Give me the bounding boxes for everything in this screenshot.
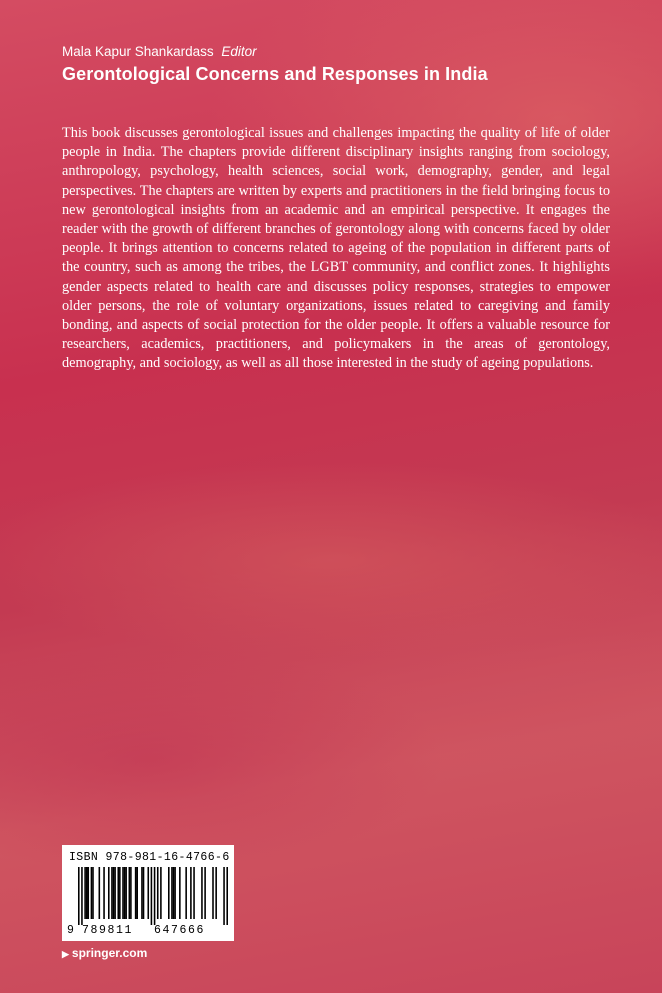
barcode-bar <box>129 867 131 919</box>
barcode-bar <box>168 867 170 919</box>
barcode-bar <box>125 867 127 919</box>
barcode-bar <box>143 867 145 919</box>
barcode-bar <box>223 867 225 925</box>
barcode-bar <box>136 867 138 919</box>
barcode-bar <box>157 867 159 919</box>
barcode-bar <box>226 867 228 925</box>
triangle-right-icon: ▶ <box>62 949 69 959</box>
isbn-label: ISBN 978-981-16-4766-6 <box>69 851 230 864</box>
barcode-bar <box>147 867 149 919</box>
barcode-bar <box>122 867 124 919</box>
barcode-bar <box>173 867 175 919</box>
barcode-bar <box>193 867 195 919</box>
barcode-bar <box>160 867 162 919</box>
barcode-first-digit: 9 <box>67 924 74 937</box>
barcode-bar <box>99 867 101 919</box>
springer-link[interactable] <box>62 946 147 960</box>
barcode-bar <box>81 867 83 925</box>
barcode-bar <box>111 867 113 919</box>
barcode-bar <box>114 867 116 919</box>
barcode-bar <box>190 867 192 919</box>
isbn-barcode-box <box>62 845 234 941</box>
barcode-bar <box>87 867 89 919</box>
barcode-bar <box>86 867 88 919</box>
barcode-bar <box>124 867 126 919</box>
barcode-bar <box>135 867 137 919</box>
barcode-bar <box>103 867 105 919</box>
barcode-bar <box>130 867 132 919</box>
editor-name: Mala Kapur Shankardass <box>62 44 214 59</box>
barcode-bar <box>92 867 94 919</box>
barcode-bar <box>151 867 153 925</box>
barcode-bar <box>185 867 187 919</box>
barcode-bar <box>212 867 214 919</box>
barcode-bar <box>119 867 121 919</box>
barcode-right-digits: 647666 <box>154 924 206 937</box>
barcode-bar <box>171 867 173 919</box>
barcode-bar <box>201 867 203 919</box>
barcode-icon <box>78 867 228 925</box>
barcode-bar <box>91 867 93 919</box>
barcode-bar <box>174 867 176 919</box>
book-title: Gerontological Concerns and Responses in India <box>62 64 488 84</box>
editor-role: Editor <box>221 44 257 59</box>
barcode-bar <box>215 867 217 919</box>
barcode-bar <box>108 867 110 919</box>
barcode-bar <box>154 867 156 925</box>
editor-line <box>62 44 257 59</box>
barcode-left-digits: 789811 <box>82 924 134 937</box>
barcode-bar <box>78 867 80 925</box>
springer-link-text: springer.com <box>71 946 148 960</box>
barcode-bar <box>117 867 119 919</box>
barcode-bar <box>141 867 143 919</box>
barcode-bar <box>113 867 115 919</box>
book-blurb: This book discusses gerontological issues and challenges impacting the quality of life of older people in India. The chapters provide different disciplinary insights ranging from sociology, anthropology, psychology, health sciences, social work, demography, gender, and legal perspectives. The chapters are written by experts and practitioners in the field bringing focus to new gerontological insights from an academic and an empirical perspective. It engages the reader with the growth of different branches of gerontology along with concerns faced by older people. It brings attention to concerns related to ageing of the population in different parts of the country, such as among the tribes, the LGBT community, and conflict zones. It highlights gender aspects related to health care and discusses policy responses, strategies to empower older persons, the role of voluntary organizations, issues related to caregiving and family bonding, and aspects of social protection for the older people. It offers a valuable resource for researchers, academics, practitioners, and policymakers in the areas of gerontology, demography, and sociology, as well as all those interested in the study of ageing populations. <box>62 125 610 372</box>
barcode-bar <box>84 867 86 919</box>
barcode-bar <box>179 867 181 919</box>
barcode-bar <box>204 867 206 919</box>
